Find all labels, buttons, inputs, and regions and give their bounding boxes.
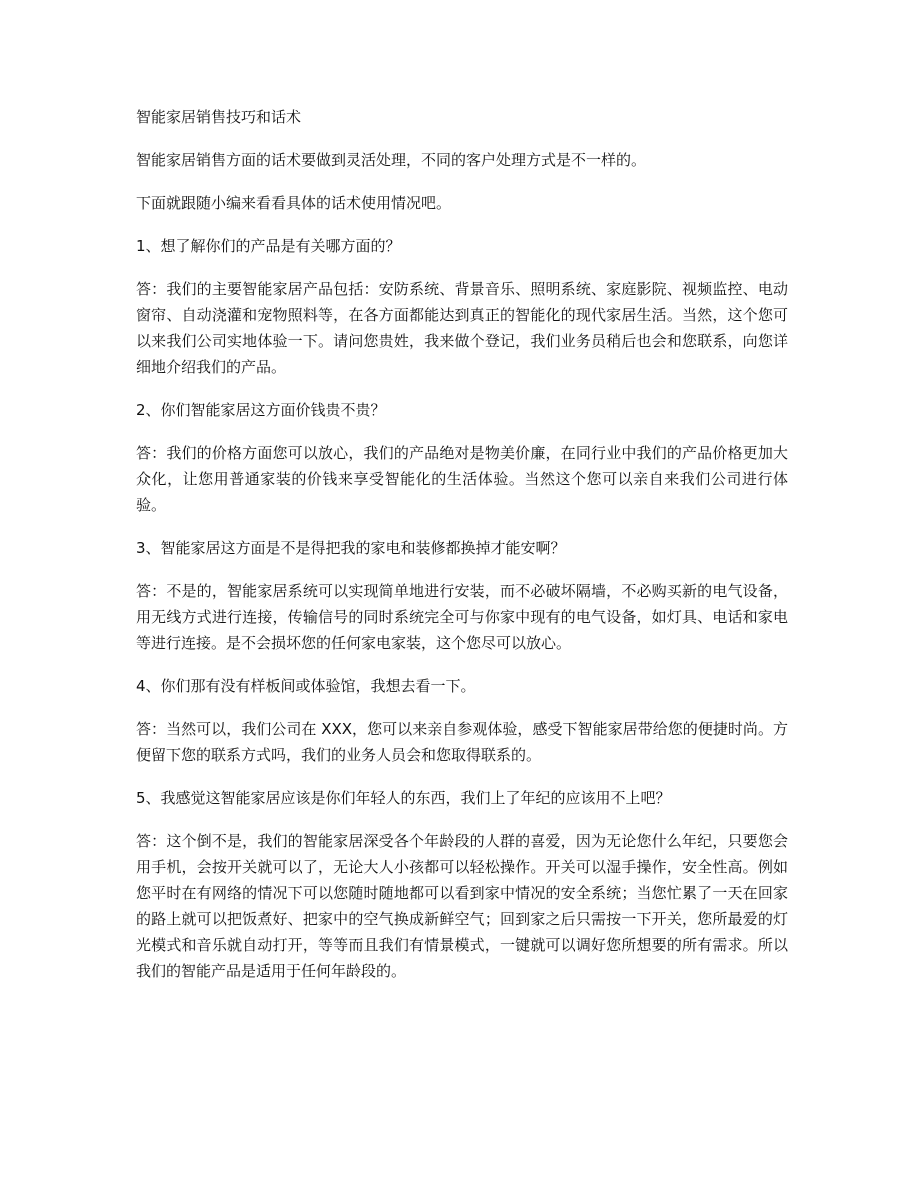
question-4: 4、你们那有没有样板间或体验馆，我想去看一下。 bbox=[136, 677, 476, 695]
question-2: 2、你们智能家居这方面价钱贵不贵？ bbox=[136, 401, 386, 419]
answer-2: 答：我们的价格方面您可以放心，我们的产品绝对是物美价廉，在同行业中我们的产品价格更加大众化，让您用普通家装的价钱来享受智能化的生活体验。当然这个您可以亲自来我们公司进行体验。 bbox=[136, 444, 788, 514]
answer-5: 答：这个倒不是，我们的智能家居深受各个年龄段的人群的喜爱，因为无论您什么年纪，只要您会用手机，会按开关就可以了，无论大人小孩都可以轻松操作。开关可以湿手操作，安全性高。例如您平时在有网络的情况下可以您随时随地都可以看到家中情况的安全系统；当您忙累了一天在回家的路上就可以把饭煮好、把家中的空气换成新鲜空气；回到家之后只需按一下开关，您所最爱的灯光模式和音乐就自动打开，等等而且我们有情景模式，一键就可以调好您所想要的所有需求。所以我们的智能产品是适用于任何年龄段的。 bbox=[136, 832, 788, 980]
document-title: 智能家居销售技巧和话术 bbox=[136, 108, 302, 126]
answer-3: 答：不是的，智能家居系统可以实现简单地进行安装，而不必破坏隔墙，不必购买新的电气设备，用无线方式进行连接，传输信号的同时系统完全可与你家中现有的电气设备，如灯具、电话和家电等进行连接。是不会损坏您的任何家电家装，这个您尽可以放心。 bbox=[136, 582, 788, 652]
document-body bbox=[136, 104, 788, 1001]
answer-4: 答：当然可以，我们公司在 XXX，您可以来亲自参观体验，感受下智能家居带给您的便捷时尚。方便留下您的联系方式吗，我们的业务人员会和您取得联系的。 bbox=[136, 720, 788, 764]
answer-1: 答：我们的主要智能家居产品包括：安防系统、背景音乐、照明系统、家庭影院、视频监控、电动窗帘、自动浇灌和宠物照料等，在各方面都能达到真正的智能化的现代家居生活。当然，这个您可以来我们公司实地体验一下。请问您贵姓，我来做个登记，我们业务员稍后也会和您联系，向您详细地介绍我们的产品。 bbox=[136, 280, 788, 376]
intro-paragraph-2: 下面就跟随小编来看看具体的话术使用情况吧。 bbox=[136, 194, 452, 212]
question-5: 5、我感觉这智能家居应该是你们年轻人的东西，我们上了年纪的应该用不上吧？ bbox=[136, 789, 671, 807]
question-1: 1、想了解你们的产品是有关哪方面的？ bbox=[136, 237, 401, 255]
question-3: 3、智能家居这方面是不是得把我的家电和装修都换掉才能安啊？ bbox=[136, 539, 566, 557]
intro-paragraph-1: 智能家居销售方面的话术要做到灵活处理，不同的客户处理方式是不一样的。 bbox=[136, 151, 647, 169]
